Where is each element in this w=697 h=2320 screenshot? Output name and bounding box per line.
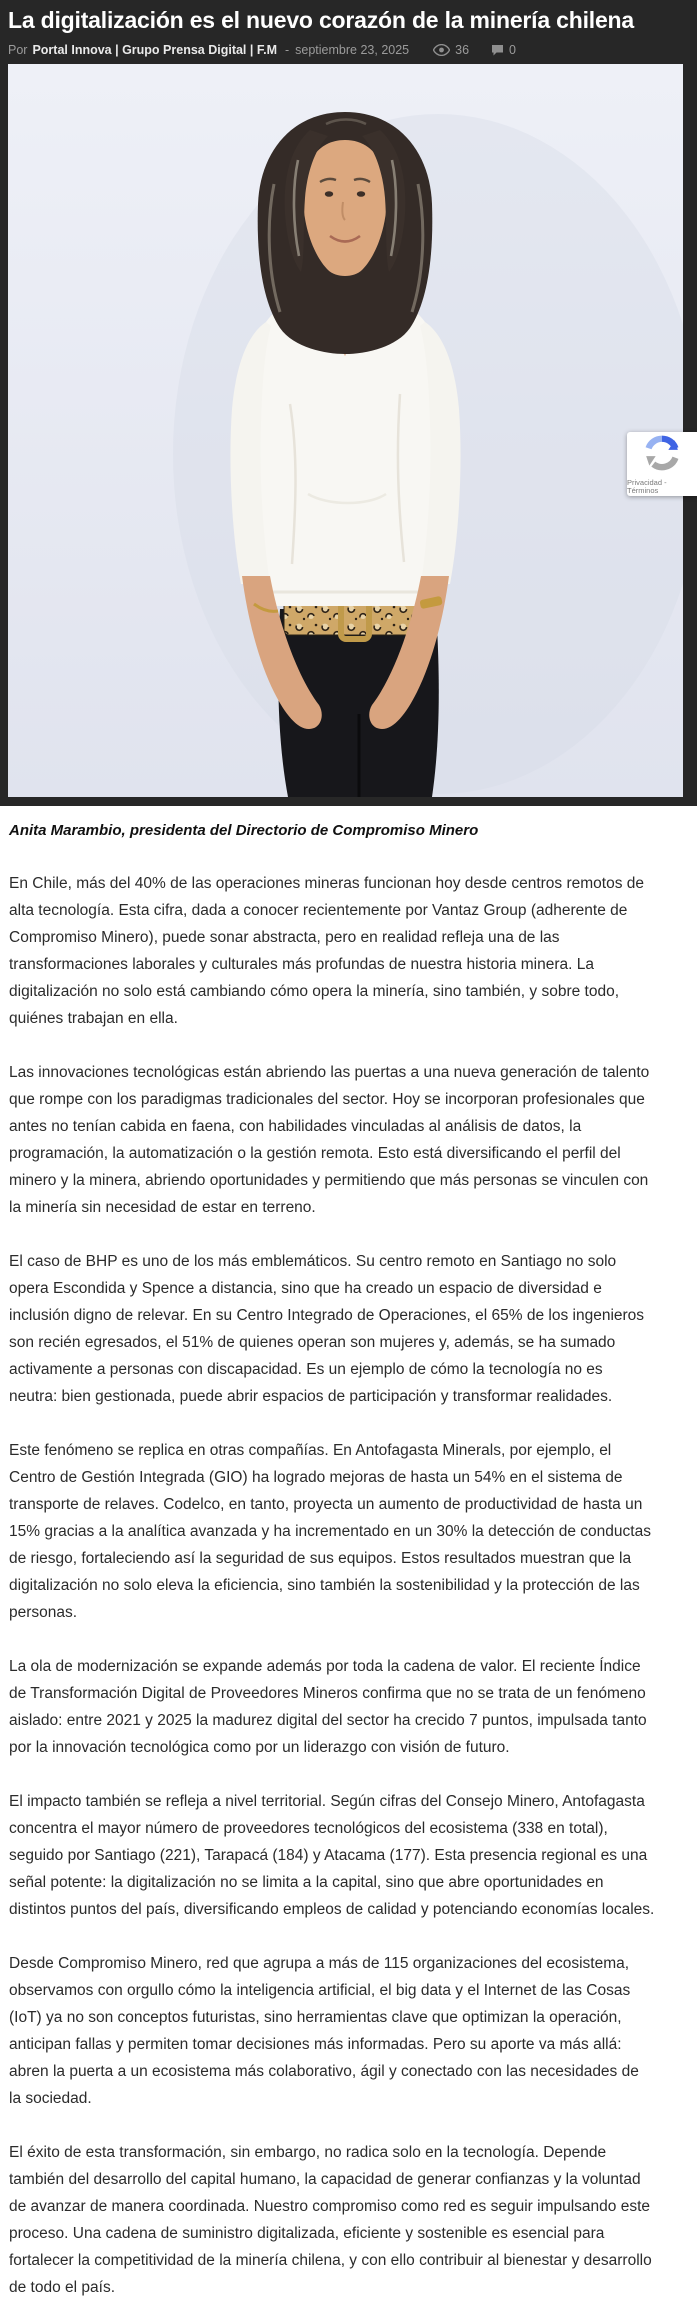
portrait-photo <box>8 64 683 797</box>
article-paragraph: La ola de modernización se expande además por toda la cadena de valor. El reciente Índice de Transformación Digital de Proveedores Mineros confirma que no se trata de un fenómeno aislado: entre 2021 y 2025 la madurez digital del sector ha crecido 7 puntos, impulsada tanto por la innovación tecnológica como por un liderazgo con visión de futuro. <box>9 1657 647 1756</box>
page-title: La digitalización es el nuevo corazón de la minería chilena <box>8 7 635 33</box>
recaptcha-badge[interactable] <box>627 432 697 496</box>
photo-caption: Anita Marambio, presidenta del Directorio de Compromiso Minero <box>9 821 479 839</box>
article-paragraph: Este fenómeno se replica en otras compañías. En Antofagasta Minerals, por ejemplo, el Centro de Gestión Integrada (GIO) ha logrado mejoras de hasta un 54% en el sistema de transporte de relaves. Codelco, en tanto, proyecta un aumento de productividad de hasta un 15% gracias a la analítica avanzada y ha incrementado en un 30% la detección de conductas de riesgo, fortaleciendo así la seguridad de sus equipos. Estos resultados muestran que la digitalización no solo eleva la eficiencia, sino también la sostenibilidad y la protección de las personas. <box>9 1441 651 1621</box>
views-count: 36 <box>455 42 470 57</box>
article-paragraph: En Chile, más del 40% de las operaciones mineras funcionan hoy desde centros remotos de alta tecnología. Esta cifra, dada a conocer recientemente por Vantaz Group (adherente de Compromiso Minero), puede sonar abstracta, pero en realidad refleja una de las transformaciones laborales y culturales más profundas de nuestra historia minera. La digitalización no solo está cambiando cómo opera la minería, sino también, y sobre todo, quiénes trabajan en ella. <box>9 874 645 1027</box>
views-metric <box>433 43 469 57</box>
article-paragraph: Las innovaciones tecnológicas están abriendo las puertas a una nueva generación de talento que rompe con los paradigmas tradicionales del sector. Hoy se incorporan profesionales que antes no tenían cabida en faena, con habilidades vinculadas al análisis de datos, la programación, la automatización o la gestión remota. Esto está diversificando el perfil del minero y la minera, abriendo oportunidades y permitiendo que más personas se vinculen con la minería sin necesidad de estar en terreno. <box>9 1063 650 1216</box>
byline-separator: - <box>284 42 290 57</box>
byline-date: septiembre 23, 2025 <box>295 42 410 57</box>
article-paragraph: Desde Compromiso Minero, red que agrupa a más de 115 organizaciones del ecosistema, observamos con orgullo cómo la inteligencia artificial, el big data y el Internet de las Cosas (IoT) ya no son conceptos futuristas, sino herramientas clave que optimizan la operación, anticipan fallas y permiten tomar decisiones más informadas. Pero su aporte va más allá: abren la puerta a un ecosistema más colaborativo, ágil y conectado con las necesidades de la sociedad. <box>9 1954 639 2107</box>
article-paragraph: El impacto también se refleja a nivel territorial. Según cifras del Consejo Minero, Antofagasta concentra el mayor número de proveedores tecnológicos del ecosistema (338 en total), seguido por Santiago (221), Tarapacá (184) y Atacama (177). Esta presencia regional es una señal potente: la digitalización no se limita a la capital, sino que abre oportunidades en distintos puntos del país, diversificando empleos de calidad y potenciando economías locales. <box>9 1792 655 1918</box>
recaptcha-icon <box>643 434 681 477</box>
byline-author-link[interactable]: Portal Innova | Grupo Prensa Digital | F.M <box>32 42 277 57</box>
comments-metric <box>491 43 516 57</box>
eye-icon <box>433 44 450 56</box>
article-paragraph: El éxito de esta transformación, sin embargo, no radica solo en la tecnología. Depende también del desarrollo del capital humano, la capacidad de generar confianzas y la voluntad de avanzar de manera coordinada. Nuestro compromiso como red es seguir impulsando este proceso. Una cadena de suministro digitalizada, eficiente y sostenible es esencial para fortalecer la competitividad de la minería chilena, y con ello contribuir al bienestar y desarrollo de todo el país. <box>9 2143 652 2296</box>
recaptcha-privacy-terms-link[interactable]: Privacidad - Términos <box>627 478 667 495</box>
portrait-photo-illustration <box>8 64 683 797</box>
hero-section <box>0 0 697 806</box>
article-content <box>0 806 697 2320</box>
byline-prefix: Por <box>8 42 28 57</box>
comments-count: 0 <box>509 42 516 57</box>
article-paragraph: El caso de BHP es uno de los más emblemáticos. Su centro remoto en Santiago no solo opera Escondida y Spence a distancia, sino que ha creado un espacio de diversidad e inclusión digno de relevar. En su Centro Integrado de Operaciones, el 65% de los ingenieros son recién egresados, el 51% de quienes operan son mujeres y, además, se ha sumado activamente a personas con discapacidad. Es un ejemplo de cómo la tecnología no es neutra: bien gestionada, puede abrir espacios de participación y transformar realidades. <box>9 1252 645 1405</box>
byline <box>8 43 689 57</box>
speech-bubble-icon <box>491 44 504 56</box>
